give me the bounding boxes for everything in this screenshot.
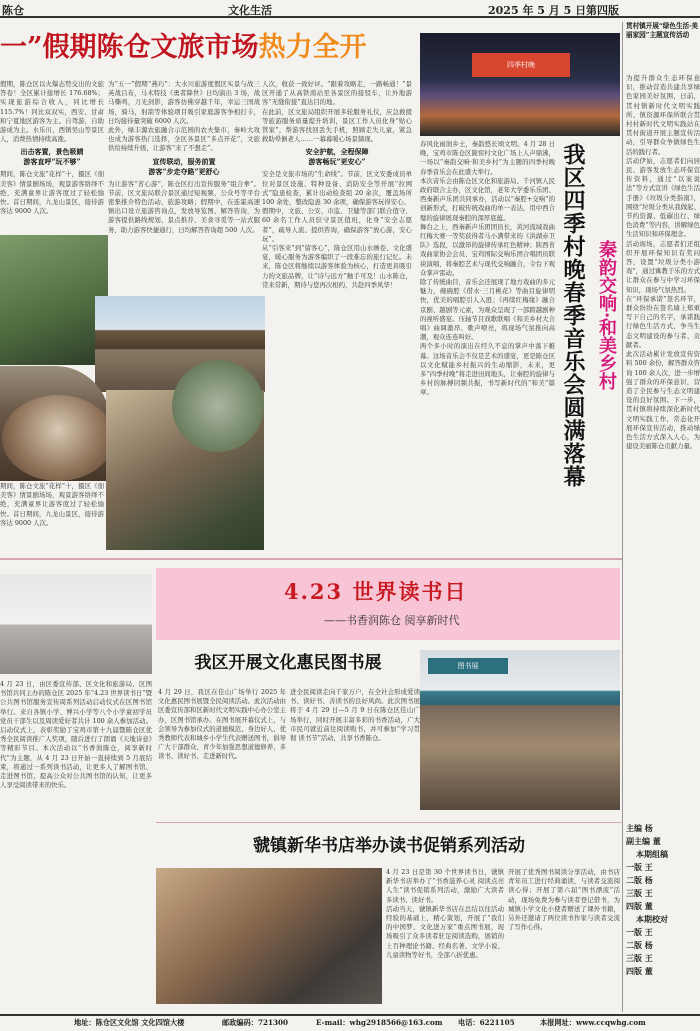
visitors-circle-photo bbox=[2, 395, 114, 481]
footer-address: 地址：陈仓区文化馆 文化四馆大楼 bbox=[74, 1018, 185, 1027]
sub-section-rule bbox=[156, 822, 622, 823]
village-p5: 两个多小时的演出在经久不息的掌声中落下帷幕。这场音乐会不仅是艺术的盛宴，更是陈仓区以文化赋能乡村振兴的生动缩影，未来，更多“四季村晚”将走进田间地头，让秦腔的旋律与乡村的脉搏同频共振，书写新时代的“和美”篇章。 bbox=[420, 342, 555, 397]
lead-col3e-text: 从“引客来”到“留客心”，陈仓区用山水画卷、文化盛宴，暖心服务为游客编织了一段难忘的旅行记忆。未来，陈仓区将继续以游客体验为核心，打造更具吸引力的文旅品牌，让“诗与远方”触手可及！山水陈仓，常来常新，期待与您再次相约，共赴四季风华！ bbox=[262, 244, 412, 289]
village-p4: 除了传统曲目，音乐会还展现了地方戏曲的多元魅力，碗碗腔《借水·三月桃花》等曲目旋律明快，优美的唱腔引人入胜；《再续红梅缘》融合京剧、越剧等元素，为观众呈现了一部跨越剧种的视听盛宴。压轴节目戏歌联唱《和美乡村大合唱》曲调激昂、歌声嘹亮，将现场气氛推向高潮，观众连连叫好。 bbox=[420, 278, 555, 342]
photo-caption bbox=[0, 482, 104, 548]
bookstore-headline: 虢镇新华书店举办读书促销系列活动 bbox=[253, 836, 525, 856]
book-left-text: 4 月 23 日，由区委宣传部、区文化和旅游局、区图书馆共同主办的陈仓区 2025 年“4.23 世界读书日”暨公共图书馆服务宣传周系列活动启动仪式在区图书馆举行。来自各镇小学、博兴小学等八个小学童初学员党员干部生以及周读爱好者共计 100 余人参加活动。启动仪式上，表彰奖励了宝鸡市第十九届暨陈仓区优秀全民阅读推广人奖项，随后进行了朗诵《天地诗意》等精彩节目。本次活动以“书香润陈仓，阅享新时代”为主题，从 4 月 23 日开始一直持续到 5 月底结束，将通过一系列读书活动，让更多人了解图书馆、走进图书馆，提高公众对公共图书馆的认知，让更多人享受阅读带来的快乐。 bbox=[0, 680, 152, 790]
footer-web: 本报网址：www.ccqwhg.com bbox=[540, 1018, 646, 1027]
lead-headline-main: 一”假期陈仓文旅市场 bbox=[0, 32, 259, 63]
bookstore-col1 bbox=[386, 868, 504, 1004]
bookstore-col2 bbox=[508, 868, 620, 1004]
book-left-column bbox=[0, 680, 152, 990]
village-headline: 我区四季村晚春季音乐会圆满落幕 bbox=[560, 143, 586, 488]
bookstore-col1-text: 4 月 23 日是第 30 个世界读书日，虢镇新华书店举办了“书香滋养心灵 阅读点亮人生”读书促销系列活动，激励广大读者多读书、读好书。 bbox=[386, 868, 504, 904]
fair-tent-banner: 图书展 bbox=[428, 658, 508, 674]
village-theme-vertical: 秦韵交响·和美乡村 bbox=[596, 240, 617, 391]
village-p2: 本次音乐会由陈仓区文化和旅游局、千河镇人民政府联合主办，区文化馆，老年大学委乐乐团、西秦新声乐团共同承办，活动以“秦腔+交响”的创新形式，打破传统戏曲的单一表达，用中西合璧的旋律展现秦腔的深厚底蕴。 bbox=[420, 176, 555, 222]
lead-col1 bbox=[0, 80, 104, 230]
village-p3: 舞台之上，西秦新声乐团团员长，黄河流域戏曲红梅大赛一等奖获得者马小满带来的《洪湖赤卫队》选段，以激昂的旋律传承红色精神；陕西省戏曲家协会会员、宝鸡国际交响乐团合唱团员联袂演唱，将秦腔艺术与现代交响融合，令台下观众掌声雷动。 bbox=[420, 222, 555, 277]
scenic-mountain-photo bbox=[0, 235, 108, 365]
lead-col3c-text: 安全是文旅市场的“生命线”。节前，区文安委成员单位对景区设施、特种设备、消防安全等开展“拉网式”隐患检查，累计出动检查组 20 余次，覆盖场所 100 余处，整改隐患 30 余项，确保游客玩得安心。 bbox=[262, 170, 412, 207]
page-header bbox=[0, 0, 700, 18]
lead-col1-subhead: 出击客置，景色吸睛 游客直呼“玩不够” bbox=[20, 147, 84, 167]
header-date: 2025 年 5 月 5 日 bbox=[488, 4, 587, 17]
side-p2: 活动伊始，志愿者们向居民、游客发放生态环保宣传资料，通过“以案说法”等方式宣讲《绿色生活手册》《垃圾分类指南》，围绕“垃圾分类从我做起、节约资源、低碳出行、绿色消费”等内容，讲解绿色生活知识和环保理念。 bbox=[626, 156, 700, 239]
footer-phone: 电话：6221105 bbox=[458, 1018, 515, 1027]
book-fair-headline: 我区开展文化惠民图书展 bbox=[194, 653, 382, 673]
concert-stage-photo bbox=[420, 33, 620, 136]
header-page: 第四版 bbox=[586, 4, 619, 17]
book-ceremony-photo bbox=[0, 574, 152, 674]
lead-col2b-text: 此外，绿丰源农旅融合示范园的农夫集市，秦岭大攻也成为游客热门选择，全区各景区“多点开花”，文旅供给持续升级，让游客“来了不想走”。 bbox=[108, 126, 260, 153]
lead-col3d-text: 假期中，文旅、公安、市监、卫健等部门联合值守，60 余名工作人员驻守景区值班，化身“安全志愿者”，疏导人流、提供咨询，确保游客“放心游，安心玩”。 bbox=[262, 207, 412, 243]
side-p1: 为提升群众生态环保意识，推动营造共建共享绿色家园美好氛围，日前，贯村镇新时代文明实践所、镇资源环保所联合贯村村新时代文明实践站在贯村街道开展主题宣传活动，引导群众争做绿色生活的践行者。 bbox=[626, 74, 700, 156]
side-p5: 此次活动累计发放宣传资料 500 余份，解答群众咨询 100 余人次，进一步增强了群众的环保意识，营造了全民参与生态文明建设的良好氛围。下一步，贯村镇将持续深化新时代文明实践工作，常态化开展环保宣传活动，推动绿色生活方式深入人心，为建设美丽陈仓贡献力量。 bbox=[626, 350, 700, 451]
village-story bbox=[420, 140, 555, 545]
lead-col1-text: 假期，陈仓区以火爆态势交出的文旅答卷！全区累计接增长 176.68%；实现旅游综合收入，同比增长 115.7%！同比双双实，西安、甘肃和宁夏地区游客为主。自驾游，自助游成为主。水乐川、西镇吴山等景区人，消费热情持续高涨。 bbox=[0, 80, 104, 144]
book-mid2-text: 进全民阅读走向千家万户，在全社会形成爱读书、读好书、善读书的良好风尚。此次图书展将于 4 月 29 日—5 月 9 日在陈仓区佳山广场举行，同时开展丰富多彩的书香活动，广大市民可就近前往阅读购书，并可参加“学习贯彻 读书节”活动，共享书香陈仓。 bbox=[290, 688, 420, 743]
credits-box: 主编 杨 副主编 董 本期组稿 一版 王 二版 杨 三版 王 四版 董 本期校对 一版 王 二版 杨 三版 王 四版 董 bbox=[626, 823, 668, 976]
lead-col2-text: 为“五一”假期“燕巧”：大水川旅游度假区实景与战三英战吕布，马术特技《勇者降世》日均演出 3 场，战马嘶鸣，刀光剑影，游客仿佛穿越千年，幸运三国战场，骑马，射箭等体验项目吸引家庭游客争相打卡，日均接待量突破 6000 人次。 bbox=[108, 80, 260, 125]
parade-circle-photo bbox=[172, 360, 264, 452]
lead-col2 bbox=[108, 80, 260, 298]
page-footer bbox=[0, 1014, 700, 1031]
lead-col1b-text: 期间，陈仓文旅“花样”十，摄区《佃美客》情景剧场场，观景游客络绎不绝，充满童界让游客度过了轻松愉快。首日期间，九龙山景区，接待游客达 9000 人次。 bbox=[0, 170, 104, 216]
bookstore-col2-text: 开展了优秀图书阅读分享活动，由书店青年员工进行经典诵读，与读者交流阅读心得；开展了第六届“图书漂流”活动，现场免费为参与读者登记借书，为城镇小学文化小使者赠送了课外书籍，另外还邀请了两位读书作家与读者交流了写作心得。 bbox=[508, 868, 620, 932]
footer-zip: 邮政编码：721300 bbox=[222, 1018, 288, 1027]
book-fair-photo bbox=[420, 650, 620, 810]
photo-caption-text: 期间，陈仓文旅“花样”十，摄区《佃美客》情景剧场场，观景游客络绎不绝，充满童界让游客度过了轻松愉快。首日期间，九龙山景区，接待游客达 9000 人次。 bbox=[0, 482, 104, 527]
lead-col3-text: 人次，收获一致好评。“跟着攻略走，一路畅通！”景区开通了从高铁南站至各景区的接驳车，让外地游客“无缝衔接”直达目的地。 bbox=[262, 80, 412, 107]
side-p3: 活动现场，志愿者们还组织开展环保知识有奖问答，设置“垃圾分类小游戏”，通过寓教于乐的方式让群众在参与中学习环保知识，现场气氛热烈。 bbox=[626, 239, 700, 294]
header-left: 陈仓 bbox=[2, 4, 24, 17]
bookstore-col1b-text: 活动当天，虢镇新华书店在总结以往活动经验的基础上，精心策划，开展了“我们的中国梦、文化进万家”重点图书展，现场吸引了众多读者驻足阅读选购，展销的上百种理论书籍、经典名著、文学小说、儿童读物等好书，全部八折优惠。 bbox=[386, 904, 504, 959]
book-day-subtitle: ——书香润陈仓 阅享新时代 bbox=[324, 614, 460, 627]
lead-col3 bbox=[262, 80, 412, 490]
lead-headline-accent: 热力全开 bbox=[258, 32, 367, 63]
book-mid-text: 4 月 29 日，我区在佳山广场举行 2025 年文化惠民图书展暨全民阅读活动。此次活动由区委宣传部和区新时代文明实践中心办公室主办，区图书馆承办。在图书展开幕仪式上，与会领导为参加仪式的道德模范、身边好人、优秀教师代表和城乡小学生代表赠送图书，倡导广大干部群众、青少年加强思想道德修养，多读书、读好书、走进新时代。 bbox=[158, 688, 286, 761]
village-p1: 春风化雨润乡土，秦韵悠长颂文明。4 月 28 日晚，宝鸡市陈仓区陇窑村文化广场上人声鼎沸，一场以“秦韵交响·和美乡村”为主题的四季村晚春季音乐会在此盛大举行。 bbox=[420, 140, 555, 176]
book-mid-column bbox=[158, 688, 286, 818]
book-day-title: 4.23 世界读书日 bbox=[284, 579, 468, 604]
side-story bbox=[626, 74, 700, 814]
lead-col3b-text: 在此前，区文旅局组织开展多轮服务礼仪，应急救援等旅游服务质量提升培训，景区工作人员化身“贴心管家”，帮游客找回丢失手机，照顾走失儿童，紧急救助晕倒老人……一幕幕暖心场景频现。 bbox=[262, 107, 412, 144]
side-column-divider bbox=[622, 22, 623, 1012]
side-p4: 在“环保承诺”签名环节，群众纷纷在签名墙上郑重写下自己的名字，承诺践行绿色生活方式，争当生态文明建设的参与者、贡献者。 bbox=[626, 294, 700, 349]
footer-email: E-mail：whg2918566@163.com bbox=[316, 1018, 443, 1027]
side-headline: 贯村镇开展“绿色生活·美丽家园”主题宣传活动 bbox=[626, 22, 699, 39]
lead-col2-subhead: 宣传联动，服务前置 游客“步走夺路”更舒心 bbox=[148, 156, 220, 176]
bookstore-readers-photo bbox=[156, 868, 382, 1004]
header-section: 文化生活 bbox=[228, 4, 272, 17]
section-rule bbox=[0, 558, 622, 560]
stage-banner: 四季村晚 bbox=[472, 53, 570, 77]
lead-col2c-text: 为让游客“省心游”，陈仓区打出宣传服务“组合拳”。节前，区文旅局联合景区通过短视频、公众号等平台密集推介特色活动、旅游攻略；假期中，在连霍高速镇出口设立旅游咨询点，发放导览图、解答咨询，为游客提供路线规划、景点推荐、美食寻觅等一站式服务，助力游客快捷通行，日均解答咨询超 500 人次。 bbox=[108, 179, 260, 234]
lead-col3-subhead: 安全护航，全程保障 游客畅玩“更安心” bbox=[305, 147, 369, 167]
book-day-banner bbox=[156, 568, 620, 640]
lead-headline bbox=[0, 28, 410, 72]
book-mid-column-2 bbox=[290, 688, 420, 818]
